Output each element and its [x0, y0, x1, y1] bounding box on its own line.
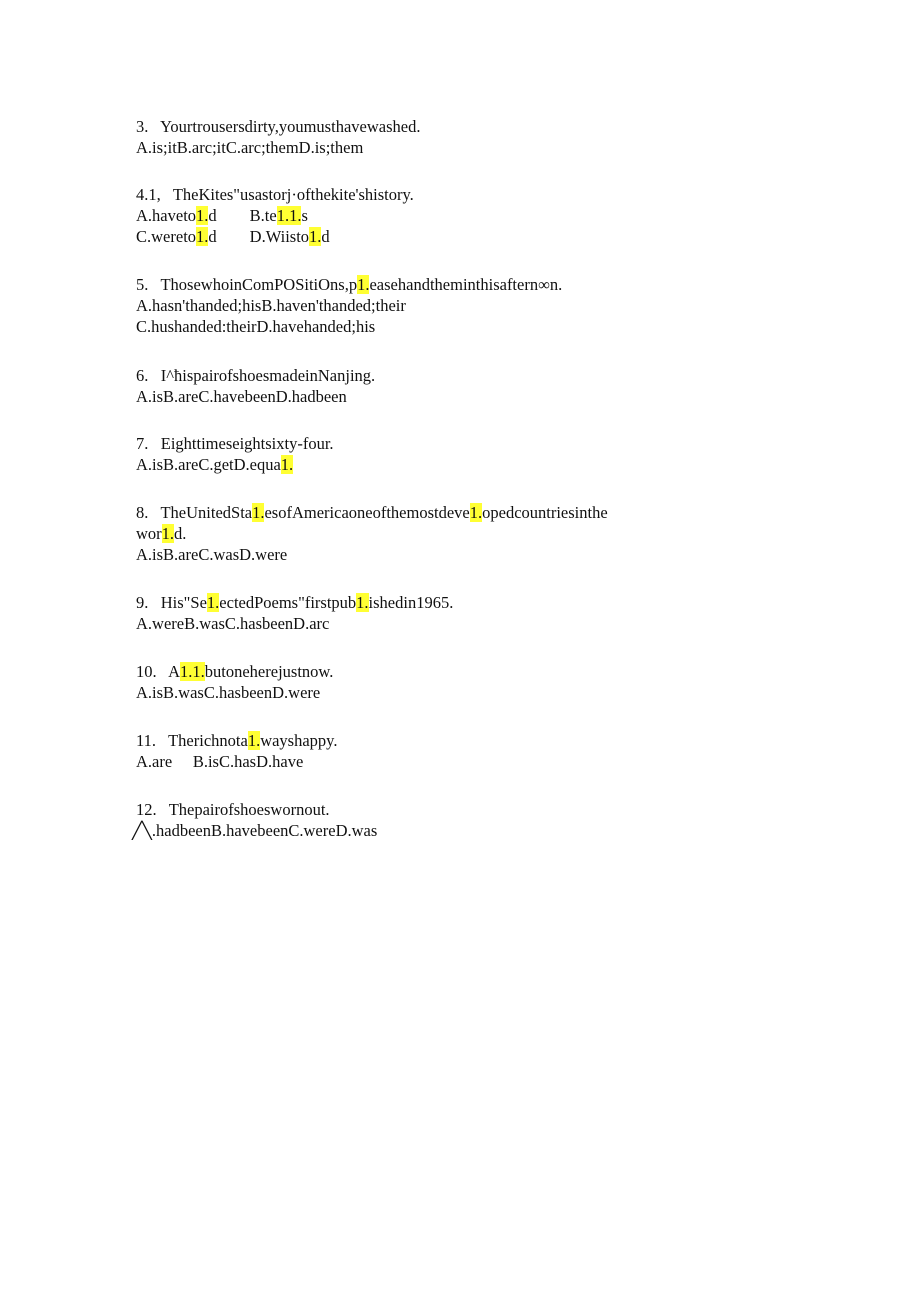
question-3 — [136, 116, 776, 158]
question-12 — [132, 799, 776, 841]
highlighted-text: 1. — [469, 503, 483, 522]
question-stem — [136, 502, 776, 523]
text-segment: A.isB.wasC.hasbeenD.were — [136, 683, 321, 702]
question-stem — [136, 274, 776, 295]
highlighted-text: 1. — [280, 455, 294, 474]
text-segment: wayshappy. — [260, 731, 338, 750]
question-4 — [136, 184, 776, 247]
answer-options — [136, 454, 776, 475]
answer-options — [136, 751, 776, 772]
text-segment: 5. ThosewhoinComPOSitiOns,p — [136, 275, 358, 294]
question-stem — [136, 592, 776, 613]
question-stem — [136, 116, 776, 137]
highlighted-text: 1. — [196, 206, 209, 225]
text-segment: ishedin1965. — [368, 593, 454, 612]
question-6 — [136, 365, 776, 407]
text-segment: opedcountriesinthe — [482, 503, 608, 522]
spacer — [172, 751, 193, 772]
answer-options — [136, 544, 776, 565]
text-segment: B.isC.hasD.have — [192, 752, 304, 771]
text-segment: ectedPoems"firstpub — [219, 593, 357, 612]
answer-options — [136, 682, 776, 703]
highlighted-text: 1. — [161, 524, 175, 543]
text-segment: d — [208, 206, 217, 225]
question-stem — [136, 184, 776, 205]
answer-options — [136, 386, 776, 407]
answer-options — [136, 137, 776, 158]
answer-options — [136, 295, 776, 316]
text-segment: wor — [136, 524, 162, 543]
question-11 — [136, 730, 776, 772]
question-stem — [136, 730, 776, 751]
highlighted-text: 1.1. — [276, 206, 302, 225]
question-stem — [136, 799, 776, 820]
text-segment: 3. Yourtrousersdirty,youmusthavewashed. — [136, 117, 421, 136]
text-segment: A.haveto — [136, 206, 197, 225]
question-5 — [136, 274, 776, 337]
text-segment: A.wereB.wasC.hasbeenD.arc — [136, 614, 330, 633]
text-segment: 4.1, TheKites"usastorj·ofthekite'shistory. — [136, 185, 414, 204]
text-segment: d. — [174, 524, 187, 543]
text-segment: 8. TheUnitedSta — [136, 503, 253, 522]
answer-options — [136, 226, 776, 247]
text-segment: 9. His"Se — [136, 593, 207, 612]
highlighted-text: 1. — [206, 593, 220, 612]
question-stem — [136, 365, 776, 386]
text-segment: A.is;itB.arc;itC.arc;themD.is;them — [136, 138, 364, 157]
highlighted-text: 1. — [252, 503, 265, 522]
answer-options — [136, 205, 776, 226]
highlighted-text: 1.1. — [180, 662, 205, 681]
text-segment: easehandtheminthisaftern∞n. — [369, 275, 563, 294]
answer-options — [136, 523, 776, 544]
text-segment: 12. Thepairofshoeswornout. — [136, 800, 330, 819]
highlighted-text: 1. — [247, 731, 261, 750]
spacer — [217, 205, 250, 226]
text-segment: A.isB.areC.getD.equa — [136, 455, 281, 474]
spacer — [217, 226, 250, 247]
text-segment: A.isB.areC.havebeenD.hadbeen — [136, 387, 347, 406]
text-segment: 11. Therichnota — [136, 731, 248, 750]
question-stem — [136, 661, 776, 682]
answer-options — [132, 820, 776, 841]
text-segment: 7. Eighttimeseightsixty-four. — [136, 434, 334, 453]
highlighted-text: 1. — [356, 593, 369, 612]
highlighted-text: 1. — [309, 227, 322, 246]
question-7 — [136, 433, 776, 475]
text-segment: 6. I^ħispairofshoesmadeinNanjing. — [136, 366, 376, 385]
question-9 — [136, 592, 776, 634]
text-segment: d — [321, 227, 330, 246]
text-segment: A.are — [136, 752, 173, 771]
text-segment: D.Wiisto — [249, 227, 310, 246]
answer-options — [136, 613, 776, 634]
highlighted-text: 1. — [357, 275, 370, 294]
question-8 — [136, 502, 776, 565]
text-segment: 10. A — [136, 662, 181, 681]
text-segment: A.isB.areC.wasD.were — [136, 545, 288, 564]
text-segment: esofAmericaoneofthemostdeve — [264, 503, 470, 522]
highlighted-text: 1. — [196, 227, 209, 246]
question-stem — [136, 433, 776, 454]
text-segment: ╱╲.hadbeenB.havebeenC.wereD.was — [132, 821, 378, 840]
question-10 — [136, 661, 776, 703]
text-segment: C.wereto — [136, 227, 197, 246]
answer-options — [136, 316, 776, 337]
text-segment: B.te — [249, 206, 277, 225]
text-segment: s — [301, 206, 308, 225]
text-segment: d — [208, 227, 217, 246]
text-segment: C.hushanded:theirD.havehanded;his — [136, 317, 376, 336]
text-segment: A.hasn'thanded;hisB.haven'thanded;their — [136, 296, 406, 315]
text-segment: butoneherejustnow. — [204, 662, 334, 681]
